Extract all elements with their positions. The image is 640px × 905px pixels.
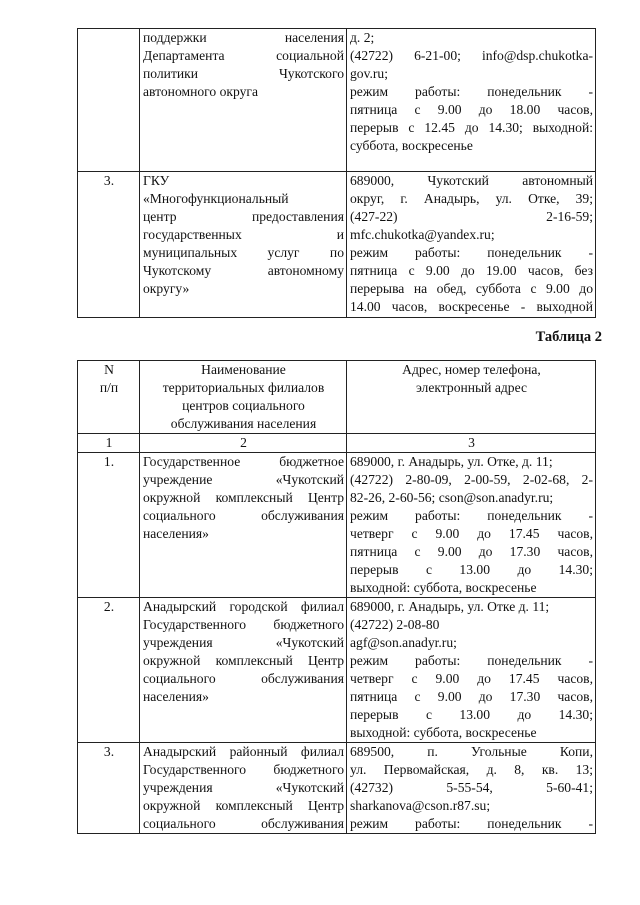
text-line: обслуживания населения	[170, 416, 317, 431]
text-line: 689000, г. Анадырь, ул. Отке, д. 11;	[350, 454, 553, 469]
text-line: Анадырский городской филиал	[143, 599, 344, 614]
text-line: учреждение «Чукотский	[143, 472, 344, 487]
table-2	[77, 360, 596, 834]
row-number: 3.	[78, 172, 140, 318]
text-line: «Многофункциональный	[143, 191, 289, 206]
text-line: режим работы: понедельник -	[350, 245, 593, 260]
text-line: ГКУ	[143, 173, 170, 188]
text-line: Анадырский районный филиал	[143, 744, 344, 759]
text-line: 689000, Чукотский автономный	[350, 173, 593, 188]
header-name	[140, 361, 347, 434]
text-line: суббота, воскресенье	[350, 138, 473, 153]
text-line: населения»	[143, 689, 209, 704]
address-contacts	[347, 453, 596, 598]
header-address	[347, 361, 596, 434]
text-line: перерыв с 12.45 до 14.30; выходной:	[350, 120, 593, 135]
text-line: выходной: суббота, воскресенье	[350, 725, 537, 740]
row-number: 1.	[78, 453, 140, 598]
table-row	[78, 598, 596, 743]
text-line: N	[104, 362, 114, 377]
table-header-row	[78, 361, 596, 434]
table-title: Таблица 2	[535, 329, 602, 345]
column-number: 2	[140, 434, 347, 453]
text-line: sharkanova@cson.r87.su;	[350, 798, 491, 813]
row-number	[78, 29, 140, 172]
text-line: центров социального	[182, 398, 305, 413]
text-line: mfc.chukotka@yandex.ru;	[350, 227, 495, 242]
text-line: (42722) 2-80-09, 2-00-59, 2-02-68, 2-	[350, 472, 593, 487]
table-row	[78, 743, 596, 834]
text-line: (42722) 6-21-00; info@dsp.chukotka-	[350, 48, 593, 63]
text-line: режим работы: понедельник -	[350, 653, 593, 668]
text-line: пятница с 9.00 до 19.00 часов, без	[350, 263, 593, 278]
text-line: 14.00 часов, воскресенье - выходной	[350, 299, 593, 314]
text-line: территориальных филиалов	[162, 380, 325, 395]
address-contacts	[347, 743, 596, 834]
text-line: agf@son.anadyr.ru;	[350, 635, 457, 650]
text-line: выходной: суббота, воскресенье	[350, 580, 537, 595]
text-line: ул. Первомайская, д. 8, кв. 13;	[350, 762, 593, 777]
text-line: Департамента социальной	[143, 48, 344, 63]
text-line: округу»	[143, 281, 190, 296]
text-line: перерыв с 13.00 до 14.30;	[350, 562, 593, 577]
text-line: учреждения «Чукотский	[143, 635, 344, 650]
text-line: четверг с 9.00 до 17.45 часов,	[350, 671, 593, 686]
table-row	[78, 29, 596, 172]
text-line: окружной комплексный Центр	[143, 798, 344, 813]
text-line: Адрес, номер телефона,	[402, 362, 541, 377]
text-line: перерыв с 13.00 до 14.30;	[350, 707, 593, 722]
organization-name	[140, 29, 347, 172]
branch-name	[140, 598, 347, 743]
table-row	[78, 172, 596, 318]
text-line: пятница с 9.00 до 17.30 часов,	[350, 544, 593, 559]
text-line: окружной комплексный Центр	[143, 490, 344, 505]
address-contacts	[347, 598, 596, 743]
branch-name	[140, 453, 347, 598]
row-number: 2.	[78, 598, 140, 743]
address-contacts	[347, 29, 596, 172]
text-line: населения»	[143, 526, 209, 541]
column-number: 1	[78, 434, 140, 453]
address-contacts	[347, 172, 596, 318]
text-line: социального обслуживания	[143, 816, 344, 831]
text-line: д. 2;	[350, 30, 375, 45]
text-line: социального обслуживания	[143, 508, 344, 523]
text-line: политики Чукотского	[143, 66, 344, 81]
text-line: режим работы: понедельник -	[350, 84, 593, 99]
organization-name	[140, 172, 347, 318]
column-numbers-row	[78, 434, 596, 453]
text-line: п/п	[99, 380, 119, 395]
text-line: электронный адрес	[415, 380, 528, 395]
text-line: пятница с 9.00 до 18.00 часов,	[350, 102, 593, 117]
text-line: поддержки населения	[143, 30, 344, 45]
text-line: учреждения «Чукотский	[143, 780, 344, 795]
table-1-continuation	[77, 28, 596, 318]
column-number: 3	[347, 434, 596, 453]
text-line: Государственного бюджетного	[143, 617, 344, 632]
text-line: Государственного бюджетного	[143, 762, 344, 777]
text-line: четверг с 9.00 до 17.45 часов,	[350, 526, 593, 541]
text-line: пятница с 9.00 до 17.30 часов,	[350, 689, 593, 704]
text-line: Чукотскому автономному	[143, 263, 344, 278]
table-row	[78, 453, 596, 598]
text-line: государственных и	[143, 227, 344, 242]
branch-name	[140, 743, 347, 834]
text-line: 689500, п. Угольные Копи,	[350, 744, 593, 759]
text-line: 689000, г. Анадырь, ул. Отке д. 11;	[350, 599, 550, 614]
text-line: социального обслуживания	[143, 671, 344, 686]
text-line: режим работы: понедельник -	[350, 816, 593, 831]
header-number	[78, 361, 140, 434]
row-number: 3.	[78, 743, 140, 834]
text-line: окружной комплексный Центр	[143, 653, 344, 668]
text-line: (42732) 5-55-54, 5-60-41;	[350, 780, 593, 795]
text-line: (42722) 2-08-80	[350, 617, 440, 632]
text-line: (427-22) 2-16-59;	[350, 209, 593, 224]
text-line: центр предоставления	[143, 209, 344, 224]
text-line: 82-26, 2-60-56; cson@son.anadyr.ru;	[350, 490, 554, 505]
text-line: автономного округа	[143, 84, 259, 99]
text-line: Наименование	[201, 362, 286, 377]
text-line: перерыва на обед, суббота с 9.00 до	[350, 281, 593, 296]
text-line: округ, г. Анадырь, ул. Отке, 39;	[350, 191, 593, 206]
text-line: режим работы: понедельник -	[350, 508, 593, 523]
text-line: gov.ru;	[350, 66, 389, 81]
text-line: Государственное бюджетное	[143, 454, 344, 469]
text-line: муниципальных услуг по	[143, 245, 344, 260]
